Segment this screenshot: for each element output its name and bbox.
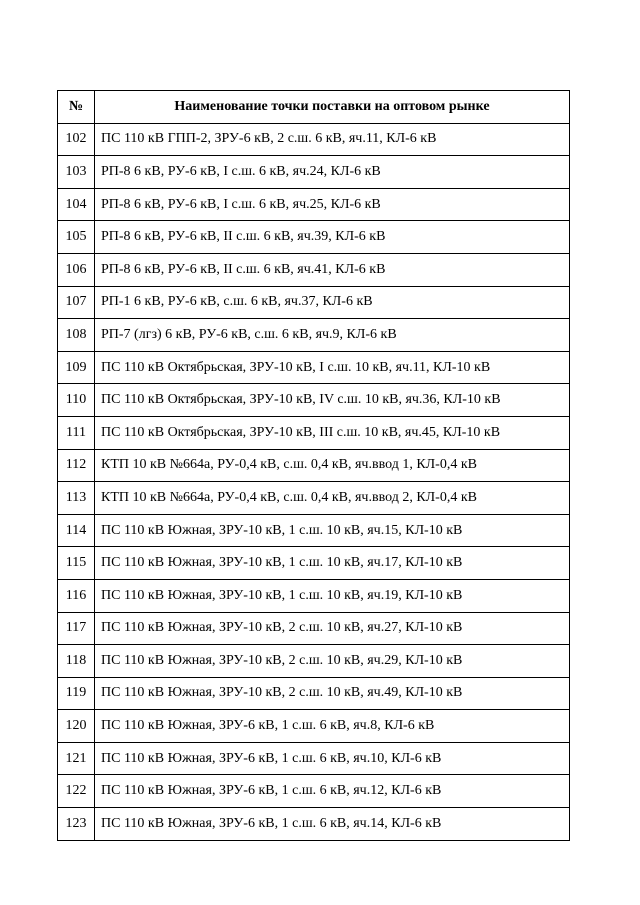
- table-row: [58, 645, 570, 678]
- row-number: 119: [58, 677, 95, 710]
- supply-point-name: ПС 110 кВ Южная, ЗРУ-6 кВ, 1 с.ш. 6 кВ, яч.12, КЛ-6 кВ: [95, 775, 570, 808]
- supply-point-name: РП-8 6 кВ, РУ-6 кВ, I с.ш. 6 кВ, яч.24, КЛ-6 кВ: [95, 156, 570, 189]
- supply-point-name: ПС 110 кВ Южная, ЗРУ-6 кВ, 1 с.ш. 6 кВ, яч.10, КЛ-6 кВ: [95, 742, 570, 775]
- supply-point-name: ПС 110 кВ Южная, ЗРУ-10 кВ, 1 с.ш. 10 кВ, яч.17, КЛ-10 кВ: [95, 547, 570, 580]
- table-row: [58, 416, 570, 449]
- table-body: [58, 123, 570, 840]
- row-number: 122: [58, 775, 95, 808]
- supply-point-name: РП-1 6 кВ, РУ-6 кВ, с.ш. 6 кВ, яч.37, КЛ-6 кВ: [95, 286, 570, 319]
- header-supply-point-name: Наименование точки поставки на оптовом рынке: [95, 91, 570, 124]
- header-number: №: [58, 91, 95, 124]
- supply-point-name: РП-8 6 кВ, РУ-6 кВ, II с.ш. 6 кВ, яч.39, КЛ-6 кВ: [95, 221, 570, 254]
- table-row: [58, 612, 570, 645]
- supply-point-name: ПС 110 кВ Октябрьская, ЗРУ-10 кВ, III с.ш. 10 кВ, яч.45, КЛ-10 кВ: [95, 416, 570, 449]
- table-row: [58, 188, 570, 221]
- table-row: [58, 579, 570, 612]
- row-number: 107: [58, 286, 95, 319]
- supply-point-name: РП-8 6 кВ, РУ-6 кВ, I с.ш. 6 кВ, яч.25, КЛ-6 кВ: [95, 188, 570, 221]
- supply-point-name: РП-7 (лгз) 6 кВ, РУ-6 кВ, с.ш. 6 кВ, яч.9, КЛ-6 кВ: [95, 319, 570, 352]
- row-number: 114: [58, 514, 95, 547]
- table-row: [58, 319, 570, 352]
- supply-point-name: ПС 110 кВ Южная, ЗРУ-10 кВ, 2 с.ш. 10 кВ, яч.29, КЛ-10 кВ: [95, 645, 570, 678]
- table-row: [58, 482, 570, 515]
- row-number: 113: [58, 482, 95, 515]
- table-header: [58, 91, 570, 124]
- row-number: 120: [58, 710, 95, 743]
- table-header-row: [58, 91, 570, 124]
- table-row: [58, 775, 570, 808]
- supply-point-name: ПС 110 кВ Южная, ЗРУ-6 кВ, 1 с.ш. 6 кВ, яч.8, КЛ-6 кВ: [95, 710, 570, 743]
- row-number: 115: [58, 547, 95, 580]
- row-number: 105: [58, 221, 95, 254]
- supply-points-table: [57, 90, 570, 841]
- supply-point-name: ПС 110 кВ Южная, ЗРУ-10 кВ, 1 с.ш. 10 кВ, яч.19, КЛ-10 кВ: [95, 579, 570, 612]
- table-row: [58, 384, 570, 417]
- table-row: [58, 449, 570, 482]
- row-number: 117: [58, 612, 95, 645]
- table-row: [58, 123, 570, 156]
- table-row: [58, 808, 570, 841]
- table-row: [58, 221, 570, 254]
- table-row: [58, 351, 570, 384]
- row-number: 102: [58, 123, 95, 156]
- table-row: [58, 156, 570, 189]
- row-number: 116: [58, 579, 95, 612]
- table-row: [58, 677, 570, 710]
- supply-point-name: РП-8 6 кВ, РУ-6 кВ, II с.ш. 6 кВ, яч.41, КЛ-6 кВ: [95, 253, 570, 286]
- supply-point-name: КТП 10 кВ №664а, РУ-0,4 кВ, с.ш. 0,4 кВ, яч.ввод 2, КЛ-0,4 кВ: [95, 482, 570, 515]
- table-row: [58, 514, 570, 547]
- table-row: [58, 547, 570, 580]
- row-number: 121: [58, 742, 95, 775]
- row-number: 110: [58, 384, 95, 417]
- row-number: 111: [58, 416, 95, 449]
- table-row: [58, 253, 570, 286]
- table-row: [58, 710, 570, 743]
- row-number: 103: [58, 156, 95, 189]
- row-number: 106: [58, 253, 95, 286]
- row-number: 104: [58, 188, 95, 221]
- supply-point-name: ПС 110 кВ ГПП-2, ЗРУ-6 кВ, 2 с.ш. 6 кВ, яч.11, КЛ-6 кВ: [95, 123, 570, 156]
- supply-point-name: ПС 110 кВ Октябрьская, ЗРУ-10 кВ, IV с.ш. 10 кВ, яч.36, КЛ-10 кВ: [95, 384, 570, 417]
- table-row: [58, 742, 570, 775]
- table-row: [58, 286, 570, 319]
- supply-point-name: ПС 110 кВ Южная, ЗРУ-10 кВ, 2 с.ш. 10 кВ, яч.27, КЛ-10 кВ: [95, 612, 570, 645]
- row-number: 108: [58, 319, 95, 352]
- supply-point-name: КТП 10 кВ №664а, РУ-0,4 кВ, с.ш. 0,4 кВ, яч.ввод 1, КЛ-0,4 кВ: [95, 449, 570, 482]
- supply-point-name: ПС 110 кВ Южная, ЗРУ-6 кВ, 1 с.ш. 6 кВ, яч.14, КЛ-6 кВ: [95, 808, 570, 841]
- supply-point-name: ПС 110 кВ Южная, ЗРУ-10 кВ, 2 с.ш. 10 кВ, яч.49, КЛ-10 кВ: [95, 677, 570, 710]
- supply-point-name: ПС 110 кВ Октябрьская, ЗРУ-10 кВ, I с.ш. 10 кВ, яч.11, КЛ-10 кВ: [95, 351, 570, 384]
- row-number: 112: [58, 449, 95, 482]
- row-number: 109: [58, 351, 95, 384]
- row-number: 123: [58, 808, 95, 841]
- row-number: 118: [58, 645, 95, 678]
- supply-point-name: ПС 110 кВ Южная, ЗРУ-10 кВ, 1 с.ш. 10 кВ, яч.15, КЛ-10 кВ: [95, 514, 570, 547]
